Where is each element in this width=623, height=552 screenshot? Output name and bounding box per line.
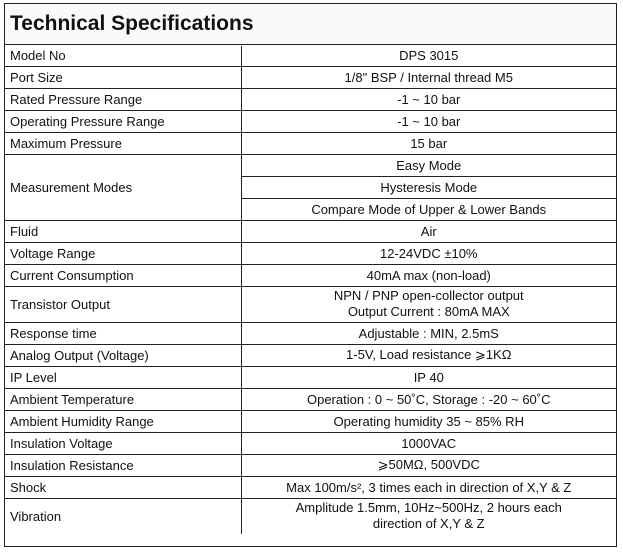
spec-value: Hysteresis Mode bbox=[241, 176, 616, 198]
spec-value-line: NPN / PNP open-collector output bbox=[333, 288, 524, 303]
spec-value: Easy Mode bbox=[241, 154, 616, 176]
table-row bbox=[5, 344, 616, 366]
spec-sheet bbox=[4, 3, 617, 547]
spec-value: -1 ~ 10 bar bbox=[241, 110, 616, 132]
spec-label: IP Level bbox=[5, 366, 241, 388]
spec-label: Model No bbox=[5, 46, 241, 66]
table-row bbox=[5, 88, 616, 110]
spec-label: Voltage Range bbox=[5, 242, 241, 264]
spec-label: Insulation Resistance bbox=[5, 454, 241, 476]
spec-value: 15 bar bbox=[241, 132, 616, 154]
spec-value: Air bbox=[241, 220, 616, 242]
spec-value: 12-24VDC ±10% bbox=[241, 242, 616, 264]
spec-label: Insulation Voltage bbox=[5, 432, 241, 454]
spec-value-line: Output Current : 80mA MAX bbox=[347, 304, 510, 319]
spec-label: Analog Output (Voltage) bbox=[5, 344, 241, 366]
spec-value: Adjustable : MIN, 2.5mS bbox=[241, 322, 616, 344]
table-row bbox=[5, 110, 616, 132]
spec-value: Operation : 0 ~ 50˚C, Storage : -20 ~ 60˚C bbox=[241, 388, 616, 410]
spec-label: Shock bbox=[5, 476, 241, 498]
spec-value: DPS 3015 bbox=[241, 46, 616, 66]
page-title: Technical Specifications bbox=[5, 4, 616, 45]
spec-label: Ambient Humidity Range bbox=[5, 410, 241, 432]
spec-value: IP 40 bbox=[241, 366, 616, 388]
spec-value bbox=[241, 286, 616, 322]
table-row bbox=[5, 388, 616, 410]
table-row bbox=[5, 322, 616, 344]
table-row bbox=[5, 366, 616, 388]
spec-value: ⩾50MΩ, 500VDC bbox=[241, 454, 616, 476]
spec-label: Rated Pressure Range bbox=[5, 88, 241, 110]
table-row bbox=[5, 154, 616, 176]
spec-value: 40mA max (non-load) bbox=[241, 264, 616, 286]
table-row bbox=[5, 498, 616, 534]
table-row bbox=[5, 132, 616, 154]
spec-value bbox=[241, 498, 616, 534]
spec-label: Operating Pressure Range bbox=[5, 110, 241, 132]
spec-label: Measurement Modes bbox=[5, 154, 241, 220]
table-row bbox=[5, 220, 616, 242]
table-row bbox=[5, 66, 616, 88]
spec-value-line: Amplitude 1.5mm, 10Hz~500Hz, 2 hours each bbox=[295, 500, 562, 516]
table-row bbox=[5, 46, 616, 66]
spec-label: Ambient Temperature bbox=[5, 388, 241, 410]
spec-value: Compare Mode of Upper & Lower Bands bbox=[241, 198, 616, 220]
spec-label: Fluid bbox=[5, 220, 241, 242]
spec-label: Response time bbox=[5, 322, 241, 344]
spec-value: 1000VAC bbox=[241, 432, 616, 454]
spec-label: Current Consumption bbox=[5, 264, 241, 286]
spec-value: Operating humidity 35 ~ 85% RH bbox=[241, 410, 616, 432]
spec-value: -1 ~ 10 bar bbox=[241, 88, 616, 110]
spec-table bbox=[5, 46, 616, 534]
spec-value: 1/8" BSP / Internal thread M5 bbox=[241, 66, 616, 88]
spec-label: Port Size bbox=[5, 66, 241, 88]
table-row bbox=[5, 264, 616, 286]
table-row bbox=[5, 432, 616, 454]
table-row bbox=[5, 454, 616, 476]
table-row bbox=[5, 476, 616, 498]
table-row bbox=[5, 286, 616, 322]
spec-value: 1-5V, Load resistance ⩾1KΩ bbox=[241, 344, 616, 366]
spec-label: Transistor Output bbox=[5, 286, 241, 322]
spec-value: Max 100m/s², 3 times each in direction of X,Y & Z bbox=[241, 476, 616, 498]
spec-label: Maximum Pressure bbox=[5, 132, 241, 154]
table-row bbox=[5, 410, 616, 432]
spec-label: Vibration bbox=[5, 498, 241, 534]
spec-value-line: direction of X,Y & Z bbox=[372, 516, 485, 532]
table-row bbox=[5, 242, 616, 264]
